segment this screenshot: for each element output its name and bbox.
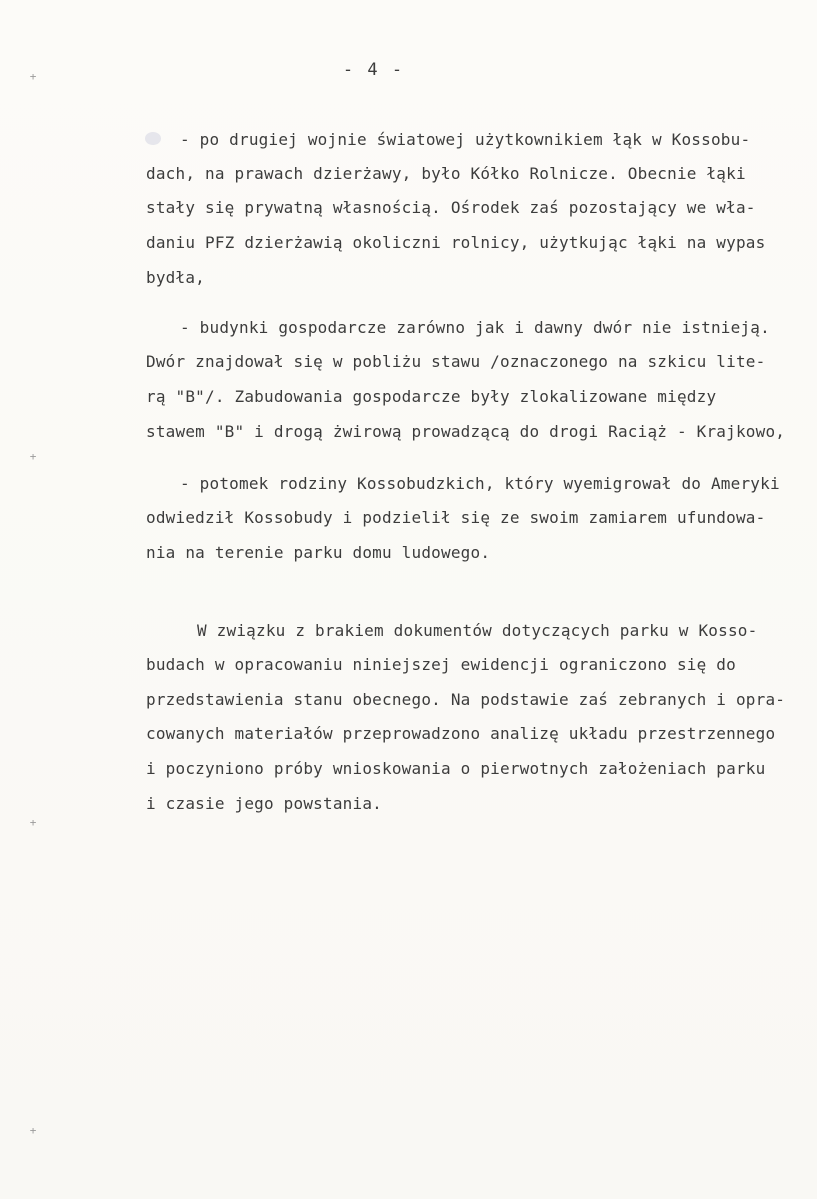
text-line: daniu PFZ dzierżawią okoliczni rolnicy, użytkując łąki na wypas	[146, 233, 766, 252]
punch-mark: +	[29, 70, 37, 83]
text-line: stały się prywatną własnością. Ośrodek zaś pozostający we wła-	[146, 198, 756, 217]
page-number: - 4 -	[342, 60, 405, 80]
text-line: odwiedził Kossobudy i podzielił się ze swoim zamiarem ufundowa-	[146, 508, 766, 527]
text-line: cowanych materiałów przeprowadzono analizę układu przestrzennego	[146, 724, 776, 743]
text-line: i czasie jego powstania.	[146, 794, 382, 813]
text-line: bydła,	[146, 268, 205, 287]
text-line: przedstawienia stanu obecnego. Na podstawie zaś zebranych i opra-	[146, 690, 786, 709]
text-line: stawem "B" i drogą żwirową prowadzącą do drogi Raciąż - Krajkowo,	[146, 422, 786, 441]
punch-mark: +	[29, 1124, 37, 1137]
text-line: rą "B"/. Zabudowania gospodarcze były zlokalizowane między	[146, 387, 717, 406]
smudge-mark	[145, 132, 161, 145]
text-line: nia na terenie parku domu ludowego.	[146, 543, 491, 562]
text-line: - po drugiej wojnie światowej użytkownikiem łąk w Kossobu-	[180, 130, 751, 149]
punch-mark: +	[29, 816, 37, 829]
text-line: - budynki gospodarcze zarówno jak i dawny dwór nie istnieją.	[180, 318, 770, 337]
text-line: i poczyniono próby wnioskowania o pierwotnych założeniach parku	[146, 759, 766, 778]
punch-mark: +	[29, 450, 37, 463]
text-line: W związku z brakiem dokumentów dotyczących parku w Kosso-	[197, 621, 758, 640]
text-line: - potomek rodziny Kossobudzkich, który wyemigrował do Ameryki	[180, 474, 780, 493]
text-line: Dwór znajdował się w pobliżu stawu /oznaczonego na szkicu lite-	[146, 352, 766, 371]
text-line: dach, na prawach dzierżawy, było Kółko Rolnicze. Obecnie łąki	[146, 164, 746, 183]
text-line: budach w opracowaniu niniejszej ewidencji ograniczono się do	[146, 655, 736, 674]
